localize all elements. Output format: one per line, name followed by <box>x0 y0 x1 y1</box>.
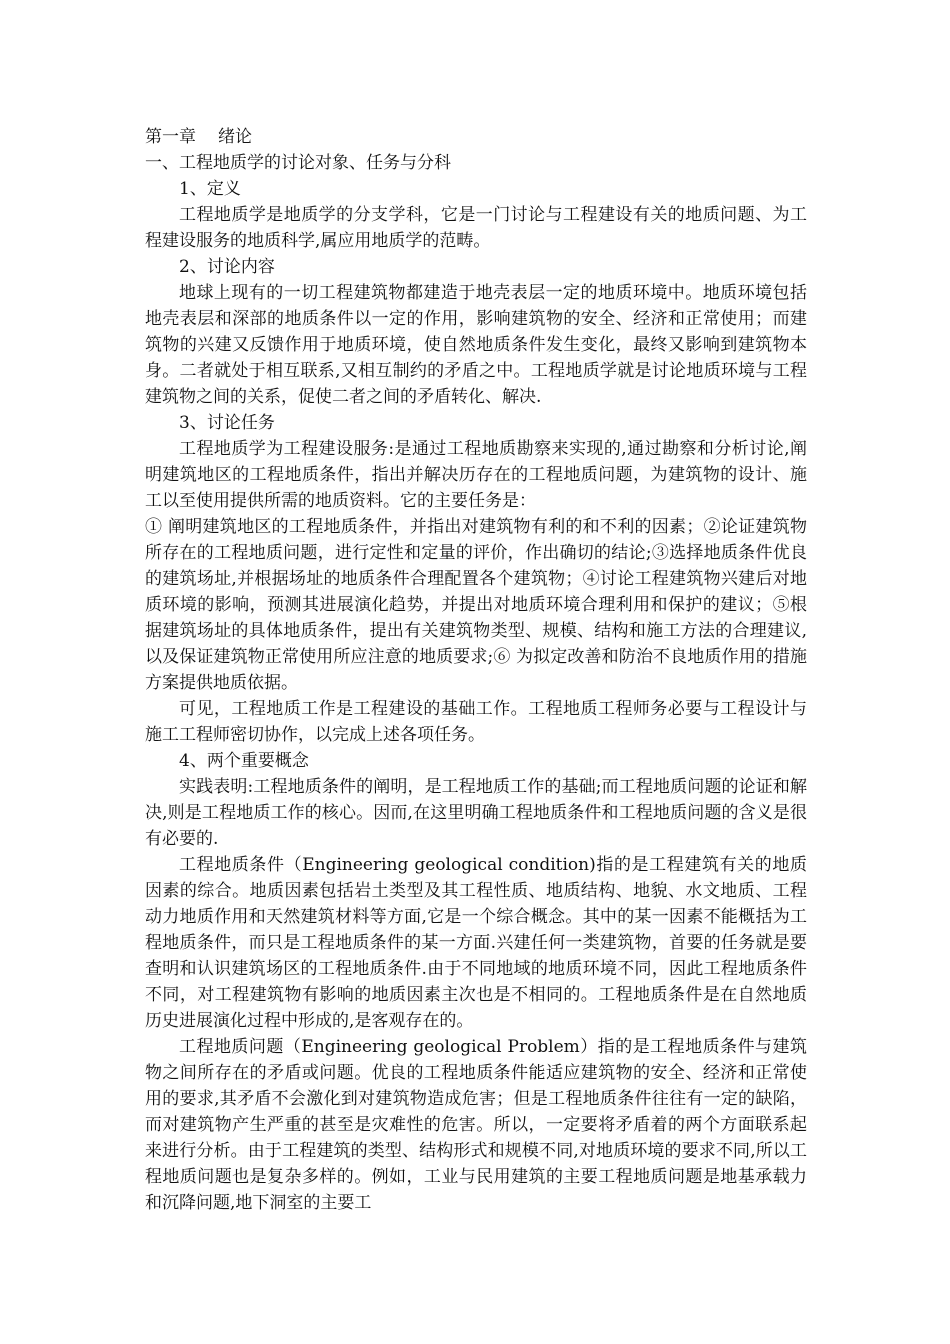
chapter-title <box>145 124 807 150</box>
chapter-number: 第一章 <box>145 127 196 147</box>
paragraph-definition: 工程地质学是地质学的分支学科，它是一门讨论与工程建设有关的地质问题、为工程建设服务的地质科学,属应用地质学的范畴。 <box>145 205 807 251</box>
paragraph-geological-problem: 工程地质问题（Engineering geological Problem）指的是工程地质条件与建筑物之间所存在的矛盾或问题。优良的工程地质条件能适应建筑物的安全、经济和正常使用的要求,其矛盾不会激化到对建筑物造成危害；但是工程地质条件往往有一定的缺陷，而对建筑物产生严重的甚至是灾难性的危害。所以，一定要将矛盾着的两个方面联系起来进行分析。由于工程建筑的类型、结构形式和规模不同,对地质环境的要求不同,所以工程地质问题也是复杂多样的。例如，工业与民用建筑的主要工程地质问题是地基承载力和沉降问题,地下洞室的主要工 <box>145 1037 807 1213</box>
paragraph-geological-condition: 工程地质条件（Engineering geological condition)指的是工程建筑有关的地质因素的综合。地质因素包括岩土类型及其工程性质、地质结构、地貌、水文地质、工程动力地质作用和天然建筑材料等方面,它是一个综合概念。其中的某一因素不能概括为工程地质条件，而只是工程地质条件的某一方面.兴建任何一类建筑物，首要的任务就是要查明和认识建筑场区的工程地质条件.由于不同地域的地质环境不同，因此工程地质条件不同，对工程建筑物有影响的地质因素主次也是不相同的。工程地质条件是在自然地质历史进展演化过程中形成的,是客观存在的。 <box>145 855 807 1031</box>
chapter-name: 绪论 <box>218 127 252 147</box>
document-page <box>145 124 807 1216</box>
section-heading: 一、工程地质学的讨论对象、任务与分科 <box>145 153 451 173</box>
subheading-tasks: 3、讨论任务 <box>179 413 275 433</box>
paragraph-tasks-intro: 工程地质学为工程建设服务:是通过工程地质勘察来实现的,通过勘察和分析讨论,阐明建筑地区的工程地质条件，指出并解决历存在的工程地质问题，为建筑物的设计、施工以至使用提供所需的地质资料。它的主要任务是： <box>145 439 807 511</box>
subheading-definition: 1、定义 <box>179 179 241 199</box>
subheading-content: 2、讨论内容 <box>179 257 275 277</box>
paragraph-concepts-intro: 实践表明:工程地质条件的阐明，是工程地质工作的基础;而工程地质问题的论证和解决,则是工程地质工作的核心。因而,在这里明确工程地质条件和工程地质问题的含义是很有必要的. <box>145 777 807 849</box>
paragraph-task-list: ① 阐明建筑地区的工程地质条件，并指出对建筑物有利的和不利的因素；②论证建筑物所存在的工程地质问题，进行定性和定量的评价，作出确切的结论;③选择地质条件优良的建筑场址,并根据场址的地质条件合理配置各个建筑物；④讨论工程建筑物兴建后对地质环境的影响，预测其进展演化趋势，并提出对地质环境合理利用和保护的建议；⑤根据建筑场址的具体地质条件，提出有关建筑物类型、规模、结构和施工方法的合理建议,以及保证建筑物正常使用所应注意的地质要求;⑥ 为拟定改善和防治不良地质作用的措施方案提供地质依据。 <box>145 517 807 693</box>
subheading-concepts: 4、两个重要概念 <box>179 751 309 771</box>
paragraph-content: 地球上现有的一切工程建筑物都建造于地壳表层一定的地质环境中。地质环境包括地壳表层和深部的地质条件以一定的作用，影响建筑物的安全、经济和正常使用；而建筑物的兴建又反馈作用于地质环境，使自然地质条件发生变化，最终又影响到建筑物本身。二者就处于相互联系,又相互制约的矛盾之中。工程地质学就是讨论地质环境与工程建筑物之间的关系，促使二者之间的矛盾转化、解决. <box>145 283 807 407</box>
paragraph-tasks-summary: 可见，工程地质工作是工程建设的基础工作。工程地质工程师务必要与工程设计与施工工程师密切协作，以完成上述各项任务。 <box>145 699 807 745</box>
